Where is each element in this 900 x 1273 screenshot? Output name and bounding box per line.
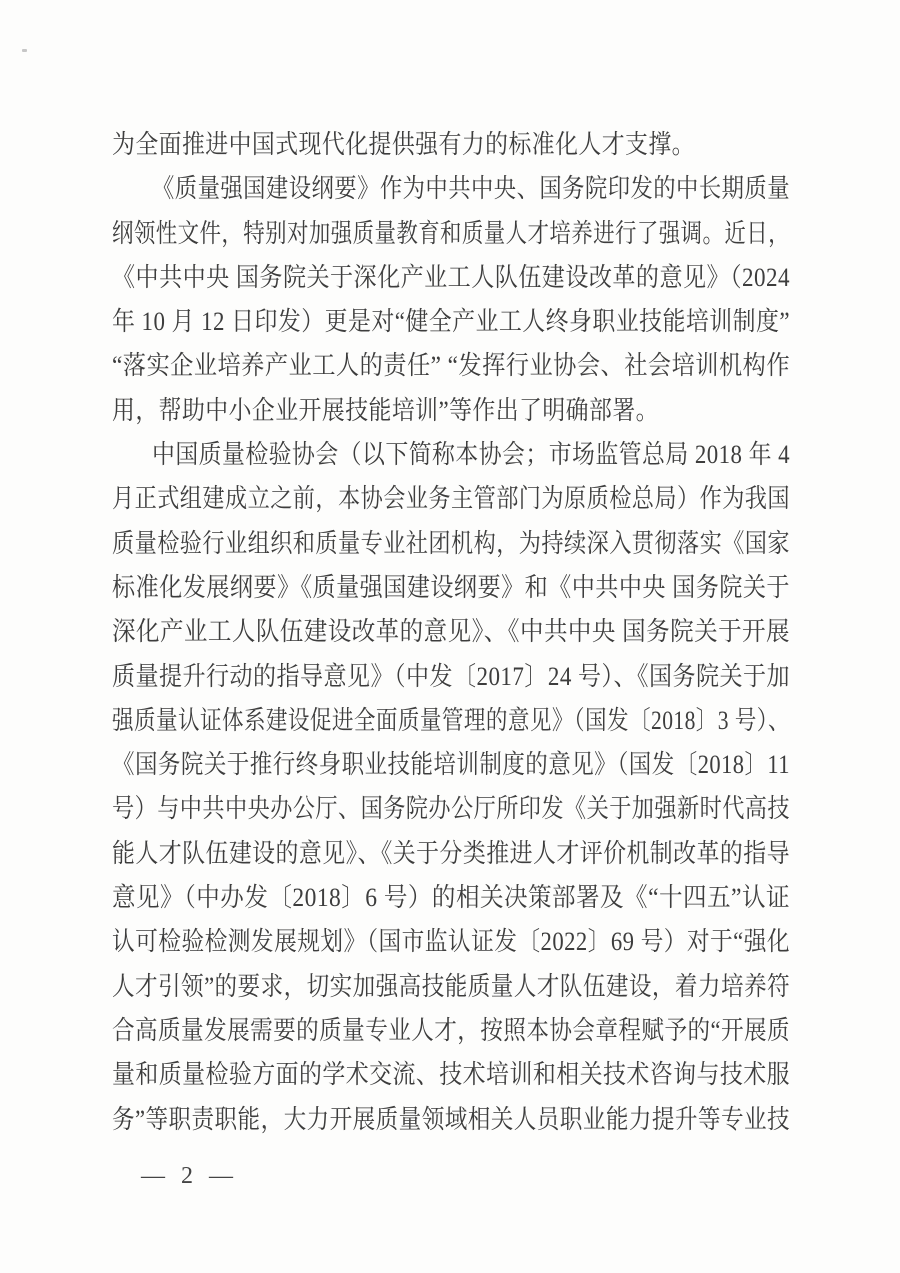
text-line <box>112 1098 790 1142</box>
text-line-content: 深化产业工人队伍建设改革的意见》、《中共中央 国务院关于开展 <box>112 617 790 647</box>
text-line <box>112 256 790 300</box>
text-line <box>112 1053 790 1097</box>
text-line-content: 纲领性文件，特别对加强质量教育和质量人才培养进行了强调。近日， <box>112 218 790 248</box>
page-number-text: — 2 — <box>141 1163 234 1189</box>
text-line <box>112 344 790 388</box>
text-line <box>112 920 790 964</box>
text-line-content: “落实企业培养产业工人的责任” “发挥行业协会、社会培训机构作 <box>112 351 790 381</box>
text-line-content: 年 10 月 12 日印发）更是对“健全产业工人终身职业技能培训制度” <box>112 307 790 337</box>
text-line-content: 标准化发展纲要》《质量强国建设纲要》和《中共中央 国务院关于 <box>112 572 790 602</box>
document-body <box>112 123 790 1142</box>
text-line-content: 量和质量检验方面的学术交流、技术培训和相关技术咨询与技术服 <box>112 1060 790 1090</box>
page-number <box>141 1163 234 1190</box>
text-line-content: 《国务院关于推行终身职业技能培训制度的意见》（国发〔2018〕11 <box>112 750 790 780</box>
text-line <box>112 212 790 256</box>
scan-speck <box>22 49 27 52</box>
text-line-content: 务”等职责职能，大力开展质量领域相关人员职业能力提升等专业技 <box>112 1104 790 1134</box>
text-line-content: 能人才队伍建设的意见》、《关于分类推进人才评价机制改革的指导 <box>112 838 790 868</box>
text-line <box>112 300 790 344</box>
text-line <box>112 477 790 521</box>
text-line-content: 意见》（中办发〔2018〕6 号）的相关决策部署及《“十四五”认证 <box>112 883 790 913</box>
text-line-content: 《质量强国建设纲要》作为中共中央、国务院印发的中长期质量 <box>152 174 790 204</box>
text-line <box>112 655 790 699</box>
text-line-content: 人才引领”的要求，切实加强高技能质量人才队伍建设，着力培养符 <box>112 971 790 1001</box>
text-line <box>112 743 790 787</box>
text-line <box>112 1009 790 1053</box>
text-line <box>112 699 790 743</box>
text-line <box>112 123 790 167</box>
text-line <box>112 610 790 654</box>
text-line-content: 《中共中央 国务院关于深化产业工人队伍建设改革的意见》（2024 <box>112 262 790 292</box>
text-line-content: 质量检验行业组织和质量专业社团机构，为持续深入贯彻落实《国家 <box>112 528 790 558</box>
text-line <box>112 787 790 831</box>
text-line-content: 质量提升行动的指导意见》（中发〔2017〕24 号）、《国务院关于加 <box>112 661 790 691</box>
text-line-content: 为全面推进中国式现代化提供强有力的标准化人才支撑。 <box>112 130 696 159</box>
text-line-content: 合高质量发展需要的质量专业人才，按照本协会章程赋予的“开展质 <box>112 1015 790 1045</box>
text-line <box>112 433 790 477</box>
text-line <box>112 522 790 566</box>
text-line-content: 强质量认证体系建设促进全面质量管理的意见》（国发〔2018〕3 号）、 <box>112 705 790 735</box>
text-line-content: 用，帮助中小企业开展技能培训”等作出了明确部署。 <box>112 395 659 425</box>
text-line-content: 号）与中共中央办公厅、国务院办公厅所印发《关于加强新时代高技 <box>112 794 790 824</box>
text-line <box>112 832 790 876</box>
text-line-content: 中国质量检验协会（以下简称本协会；市场监管总局 2018 年 4 <box>152 440 790 470</box>
text-line <box>112 389 790 433</box>
text-line <box>112 167 790 211</box>
text-line-content: 认可检验检测发展规划》（国市监认证发〔2022〕69 号）对于“强化 <box>112 927 790 957</box>
text-line <box>112 965 790 1009</box>
text-line <box>112 876 790 920</box>
text-line-content: 月正式组建成立之前，本协会业务主管部门为原质检总局）作为我国 <box>112 484 790 514</box>
text-line <box>112 566 790 610</box>
